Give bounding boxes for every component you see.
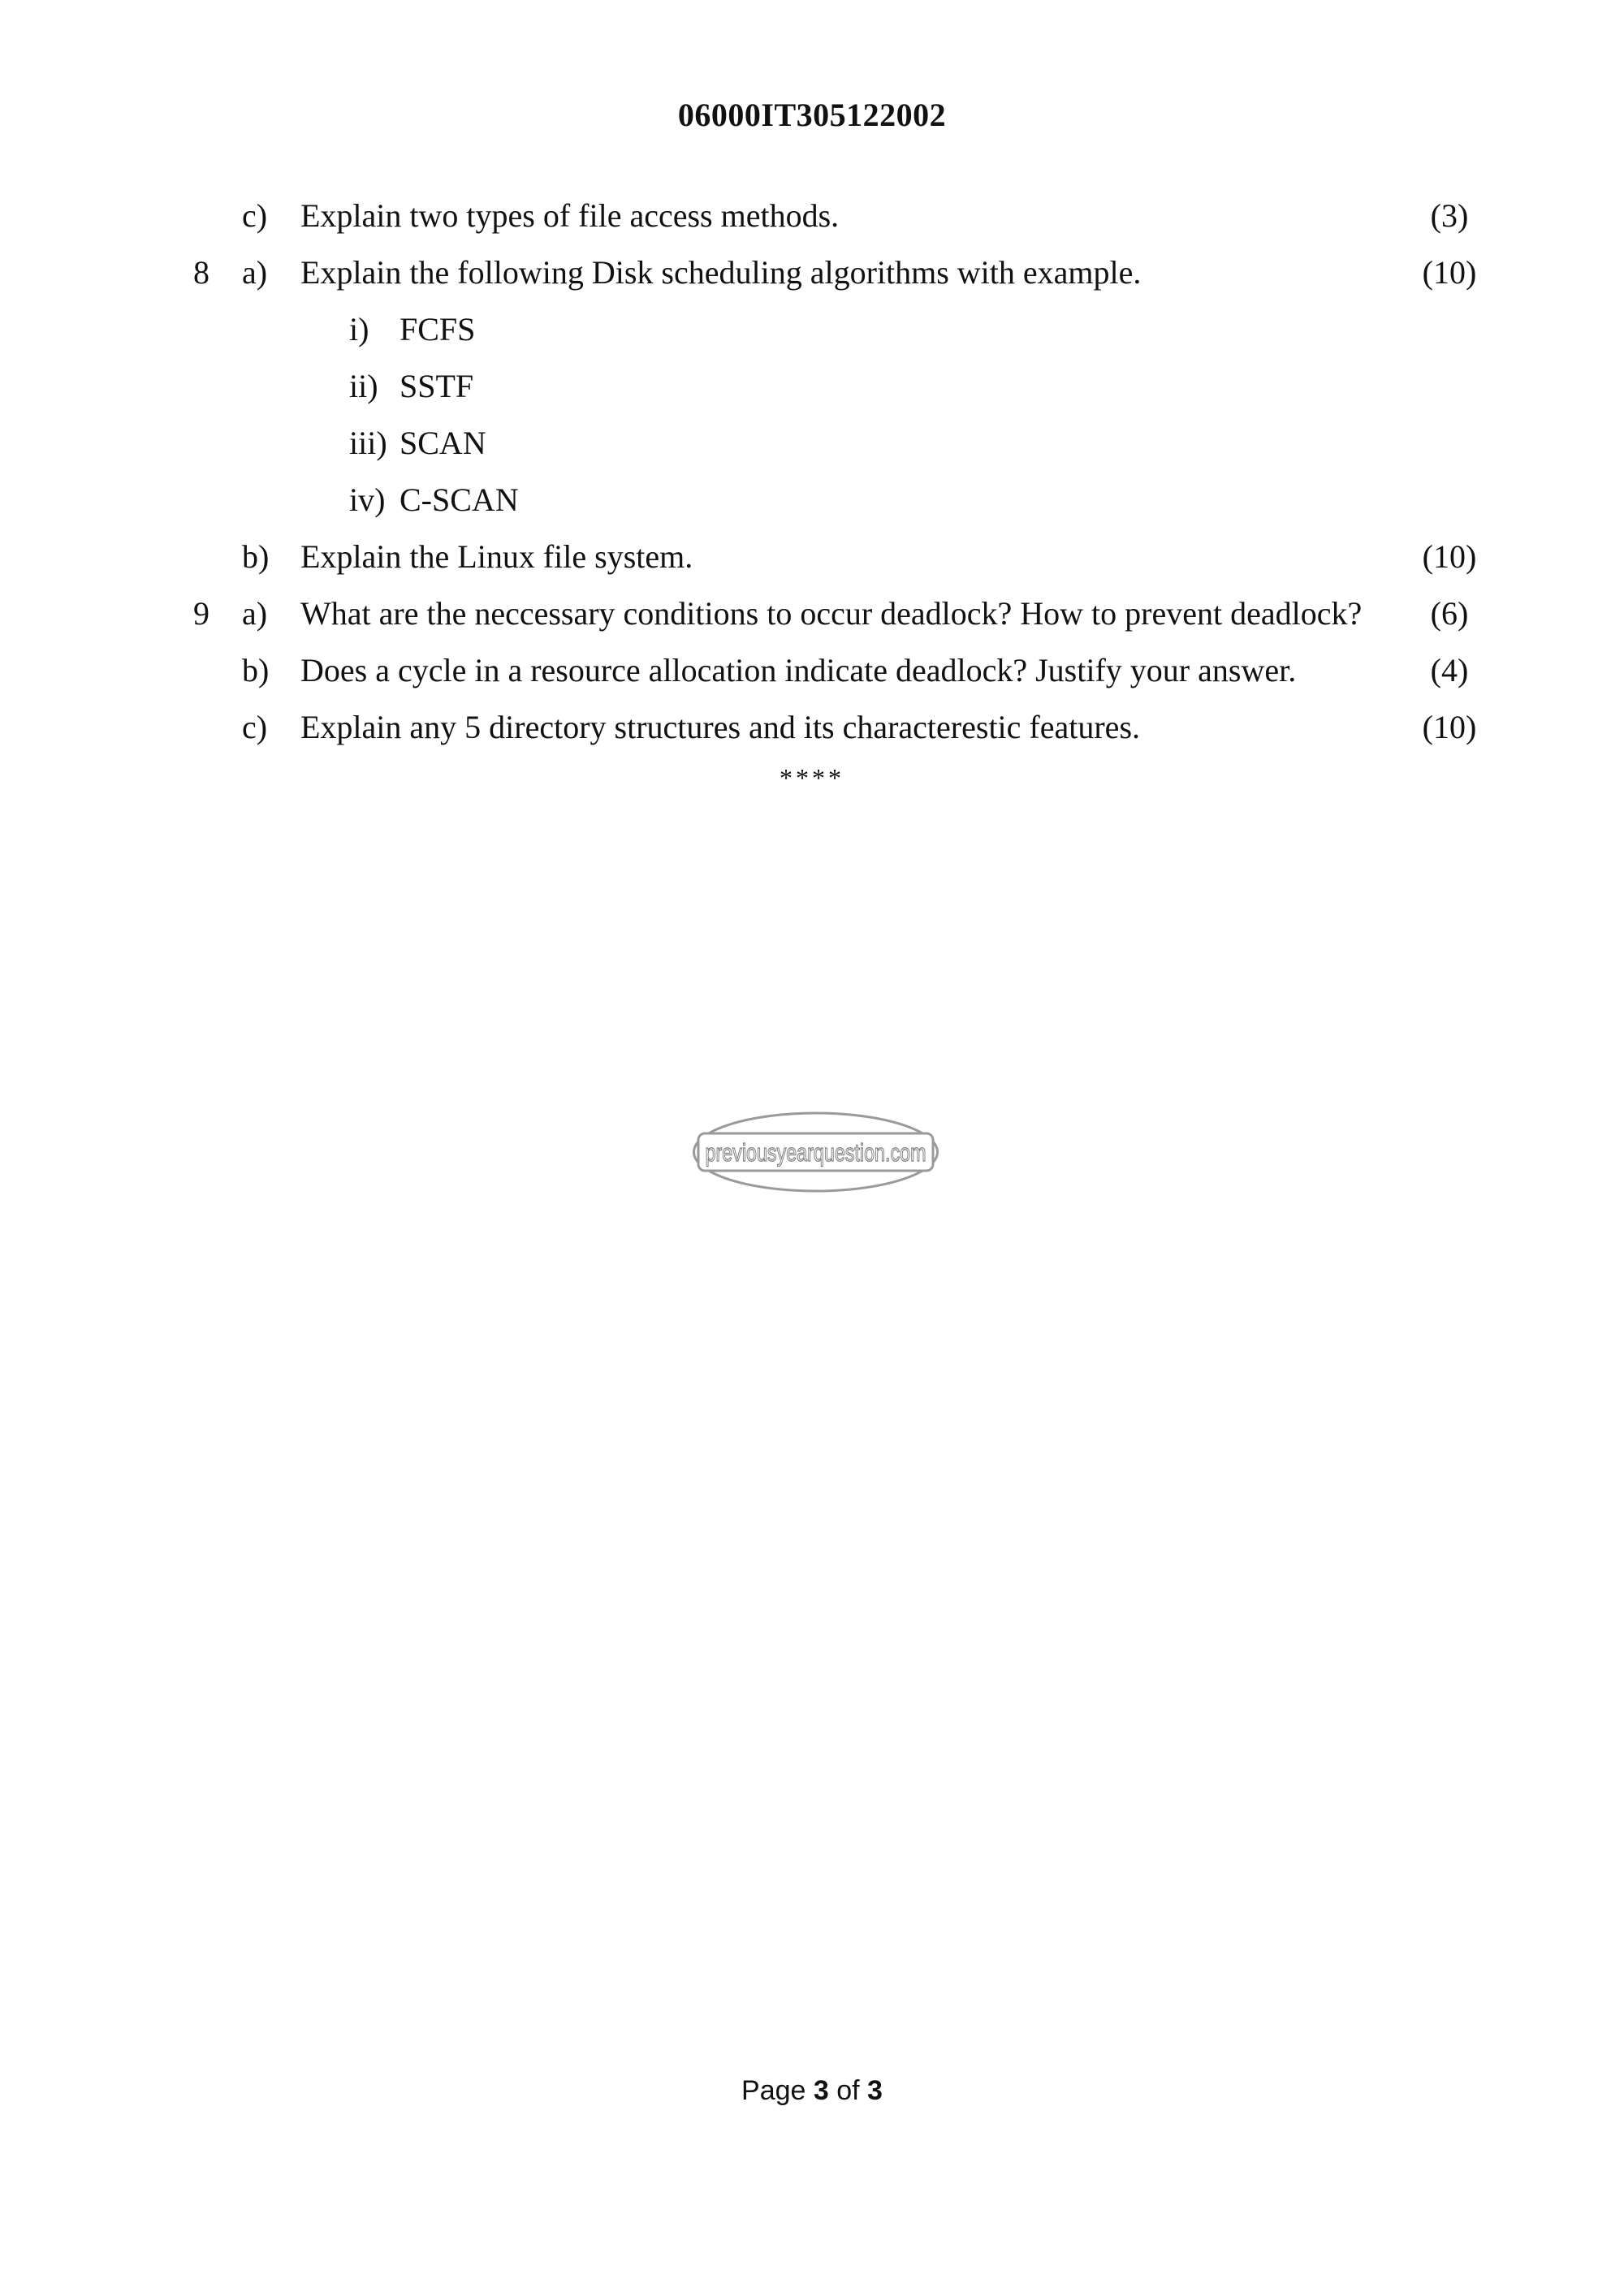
paper-code: 06000IT305122002: [677, 97, 947, 133]
question-marks: (4): [1430, 652, 1469, 688]
question-part: b): [242, 538, 270, 575]
subitem-text: SCAN: [400, 425, 486, 461]
footer-middle: of: [828, 2075, 868, 2106]
question-text: Explain the following Disk scheduling algorithms with example.: [300, 254, 1142, 291]
question-row: [0, 703, 1624, 752]
subitem-row: [0, 419, 1624, 468]
question-text: Explain two types of file access methods.: [300, 197, 840, 234]
end-of-paper-mark: ****: [780, 763, 844, 792]
question-part: a): [242, 595, 268, 632]
question-number: 9: [193, 595, 209, 632]
question-text: What are the neccessary conditions to occur deadlock? How to prevent deadlock?: [300, 595, 1363, 632]
question-text: Explain the Linux file system.: [300, 538, 693, 575]
question-row: [0, 192, 1624, 240]
subitem-text: FCFS: [400, 311, 476, 347]
question-marks: (10): [1422, 254, 1477, 291]
subitem-label: i): [349, 311, 369, 347]
question-row: [0, 589, 1624, 638]
question-marks: (10): [1422, 538, 1477, 575]
question-text: Explain any 5 directory structures and its characterestic features.: [300, 709, 1141, 745]
subitem-row: [0, 305, 1624, 354]
subitem-label: ii): [349, 368, 378, 404]
watermark-text: previousyearquestion.com: [705, 1138, 926, 1167]
subitem-row: [0, 362, 1624, 411]
footer-current-page: 3: [813, 2075, 829, 2106]
question-part: b): [242, 652, 270, 688]
watermark-logo: [692, 1111, 939, 1193]
question-row: [0, 533, 1624, 581]
question-marks: (6): [1430, 595, 1469, 632]
question-part: a): [242, 254, 268, 291]
question-marks: (3): [1430, 197, 1469, 234]
question-number: 8: [193, 254, 209, 291]
question-text: Does a cycle in a resource allocation indicate deadlock? Justify your answer.: [300, 652, 1297, 688]
subitem-row: [0, 476, 1624, 524]
subitem-text: SSTF: [400, 368, 474, 404]
question-row: [0, 248, 1624, 297]
question-part: c): [242, 197, 268, 234]
question-part: c): [242, 709, 268, 745]
page-footer: [0, 2075, 1624, 2107]
subitem-label: iii): [349, 425, 387, 461]
footer-prefix: Page: [741, 2075, 814, 2106]
question-marks: (10): [1422, 709, 1477, 745]
subitem-label: iv): [349, 481, 386, 518]
footer-total-pages: 3: [867, 2075, 883, 2106]
question-row: [0, 646, 1624, 695]
subitem-text: C-SCAN: [400, 481, 519, 518]
